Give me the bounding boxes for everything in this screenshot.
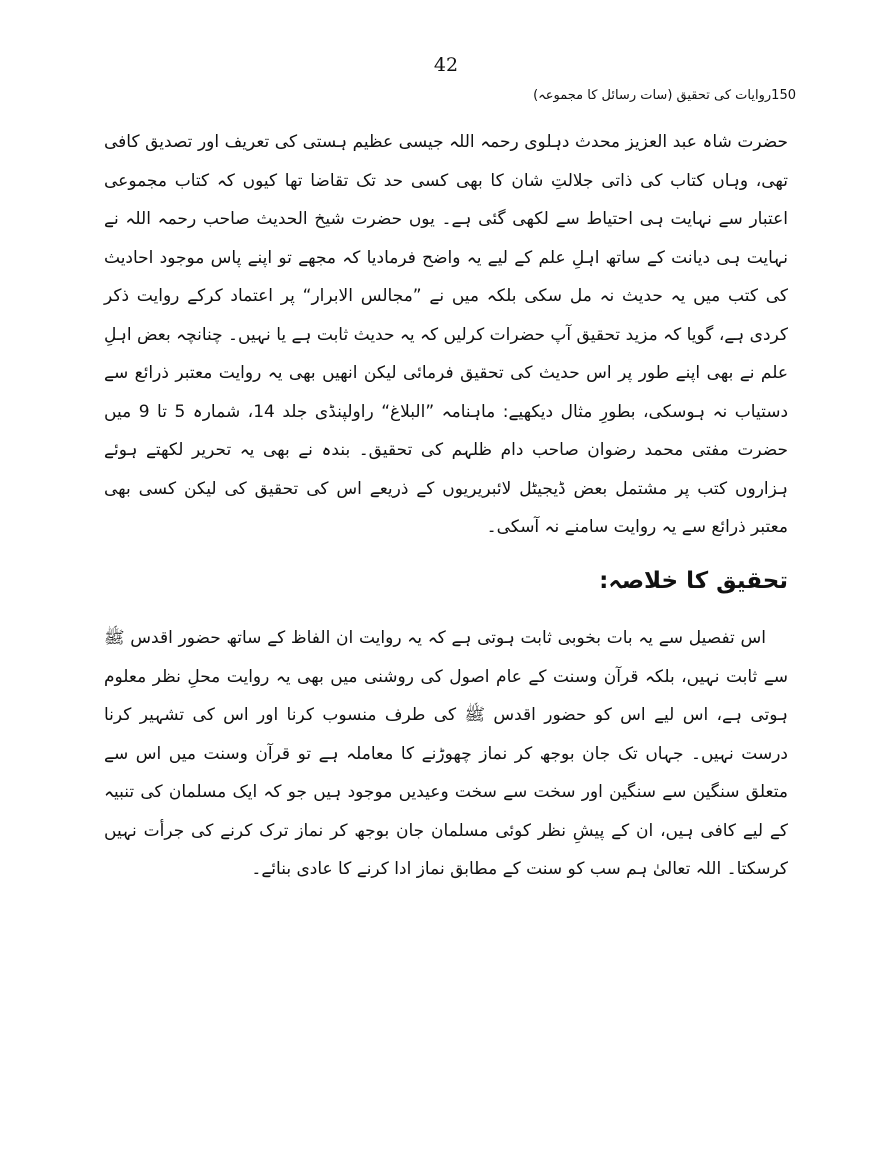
page-number: 42 [433, 54, 459, 76]
body-paragraph-1: حضرت شاہ عبد العزیز محدث دہلوی رحمہ اللہ جیسی عظیم ہستی کی تعریف اور تصدیق کافی تھی، وہاں کتاب کی ذاتی جلالتِ شان کا بھی کسی حد تک تقاضا تھا کیوں کہ کتاب مجموعی اعتبار سے نہایت ہی احتیاط سے لکھی گئی ہے۔ یوں حضرت شیخ الحدیث صاحب رحمہ اللہ نے نہایت ہی دیانت کے ساتھ اہلِ علم کے لیے یہ واضح فرمادیا کہ مجھے تو اپنے پاس موجود احادیث کی کتب میں یہ حدیث نہ مل سکی بلکہ میں نے ”مجالس الابرار“ پر اعتماد کرکے روایت ذکر کردی ہے، گویا کہ مزید تحقیق آپ حضرات کرلیں کہ یہ حدیث ثابت ہے یا نہیں۔ چنانچہ بعض اہلِ علم نے بھی اپنے طور پر اس حدیث کی تحقیق فرمائی لیکن انھیں بھی یہ روایت معتبر ذرائع سے دستیاب نہ ہوسکی، بطورِ مثال دیکھیے: ماہنامہ ”البلاغ“ راولپنڈی جلد 14، شمارہ 5 تا 9 میں حضرت مفتی محمد رضوان صاحب دام ظلہم کی تحقیق۔ بندہ نے بھی یہ تحریر لکھتے ہوئے ہزاروں کتب پر مشتمل بعض ڈیجیٹل لائبریریوں کے ذریعے اس کی تحقیق کی لیکن کسی بھی معتبر ذرائع سے یہ روایت سامنے نہ آسکی۔ [104, 132, 789, 537]
running-header: 150روایات کی تحقیق (سات رسائل کا مجموعہ) [533, 88, 796, 103]
body-paragraph-2: اس تفصیل سے یہ بات بخوبی ثابت ہوتی ہے کہ یہ روایت ان الفاظ کے ساتھ حضور اقدس ﷺ سے ثابت نہیں، بلکہ قرآن وسنت کے عام اصول کی روشنی میں بھی یہ روایت محلِ نظر معلوم ہوتی ہے، اس لیے اس کو حضور اقدس ﷺ کی طرف منسوب کرنا اور اس کی تشہیر کرنا درست نہیں۔ جہاں تک جان بوجھ کر نماز چھوڑنے کا معاملہ ہے تو قرآن وسنت میں اس سے متعلق سنگین سے سنگین اور سخت سے سخت وعیدیں موجود ہیں جو کہ ایک مسلمان کی تنبیہ کے لیے کافی ہیں، ان کے پیشِ نظر کوئی مسلمان جان بوجھ کر نماز ترک کرنے کی جرأت نہیں کرسکتا۔ اللہ تعالیٰ ہم سب کو سنت کے مطابق نماز ادا کرنے کا عادی بنائے۔ [104, 628, 788, 879]
section-heading: تحقیق کا خلاصہ: [599, 568, 788, 594]
